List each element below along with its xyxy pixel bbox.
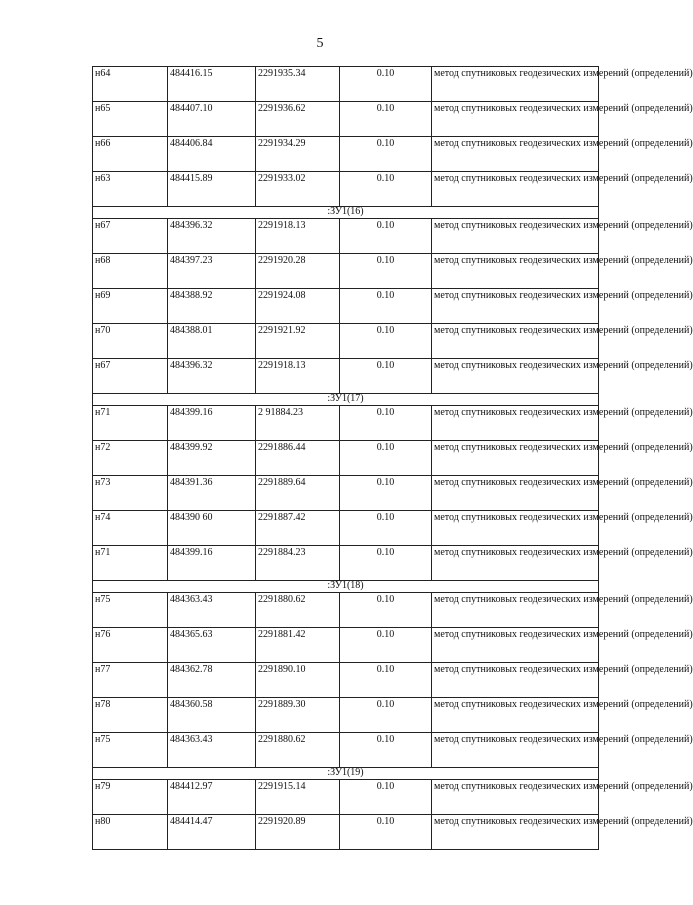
table-row bbox=[93, 102, 599, 137]
y-coordinate-cell: 2291887.42 bbox=[256, 511, 340, 546]
error-cell: 0.10 bbox=[340, 663, 432, 698]
x-coordinate-cell: 484363.43 bbox=[168, 593, 256, 628]
point-id-cell: н77 bbox=[93, 663, 168, 698]
x-coordinate-cell: 484388.92 bbox=[168, 289, 256, 324]
error-cell: 0.10 bbox=[340, 815, 432, 850]
x-coordinate-cell: 484399.16 bbox=[168, 406, 256, 441]
x-coordinate-cell: 484363.43 bbox=[168, 733, 256, 768]
y-coordinate-cell: 2291886.44 bbox=[256, 441, 340, 476]
error-cell: 0.10 bbox=[340, 441, 432, 476]
method-cell: метод спутниковых геодезических измерений (определений) bbox=[432, 476, 599, 511]
point-id-cell: н75 bbox=[93, 593, 168, 628]
table-row bbox=[93, 137, 599, 172]
method-cell: метод спутниковых геодезических измерений (определений) bbox=[432, 441, 599, 476]
y-coordinate-cell: 2291936.62 bbox=[256, 102, 340, 137]
point-id-cell: н68 bbox=[93, 254, 168, 289]
error-cell: 0.10 bbox=[340, 628, 432, 663]
table-row bbox=[93, 324, 599, 359]
x-coordinate-cell: 484412.97 bbox=[168, 780, 256, 815]
error-cell: 0.10 bbox=[340, 137, 432, 172]
y-coordinate-cell: 2291918.13 bbox=[256, 359, 340, 394]
table-row bbox=[93, 67, 599, 102]
x-coordinate-cell: 484391.36 bbox=[168, 476, 256, 511]
section-header-row bbox=[93, 581, 599, 593]
coordinates-table-body bbox=[93, 67, 693, 850]
table-row bbox=[93, 733, 599, 768]
point-id-cell: н66 bbox=[93, 137, 168, 172]
section-header-row bbox=[93, 394, 599, 406]
y-coordinate-cell: 2291920.89 bbox=[256, 815, 340, 850]
method-cell: метод спутниковых геодезических измерений (определений) bbox=[432, 219, 599, 254]
error-cell: 0.10 bbox=[340, 406, 432, 441]
x-coordinate-cell: 484415.89 bbox=[168, 172, 256, 207]
x-coordinate-cell: 484396.32 bbox=[168, 359, 256, 394]
point-id-cell: н75 bbox=[93, 733, 168, 768]
table-row bbox=[93, 815, 599, 850]
error-cell: 0.10 bbox=[340, 172, 432, 207]
method-cell: метод спутниковых геодезических измерений (определений) bbox=[432, 359, 599, 394]
method-cell: метод спутниковых геодезических измерений (определений) bbox=[432, 546, 599, 581]
table-row bbox=[93, 546, 599, 581]
point-id-cell: н71 bbox=[93, 546, 168, 581]
error-cell: 0.10 bbox=[340, 733, 432, 768]
point-id-cell: н65 bbox=[93, 102, 168, 137]
error-cell: 0.10 bbox=[340, 476, 432, 511]
error-cell: 0.10 bbox=[340, 359, 432, 394]
point-id-cell: н74 bbox=[93, 511, 168, 546]
point-id-cell: н71 bbox=[93, 406, 168, 441]
section-label: :ЗУ1(19) bbox=[93, 768, 599, 780]
point-id-cell: н78 bbox=[93, 698, 168, 733]
x-coordinate-cell: 484399.16 bbox=[168, 546, 256, 581]
table-row bbox=[93, 289, 599, 324]
error-cell: 0.10 bbox=[340, 511, 432, 546]
x-coordinate-cell: 484362.78 bbox=[168, 663, 256, 698]
y-coordinate-cell: 2291880.62 bbox=[256, 593, 340, 628]
method-cell: метод спутниковых геодезических измерений (определений) bbox=[432, 289, 599, 324]
point-id-cell: н73 bbox=[93, 476, 168, 511]
x-coordinate-cell: 484360.58 bbox=[168, 698, 256, 733]
table-row bbox=[93, 511, 599, 546]
y-coordinate-cell: 2291889.30 bbox=[256, 698, 340, 733]
method-cell: метод спутниковых геодезических измерений (определений) bbox=[432, 102, 599, 137]
x-coordinate-cell: 484414.47 bbox=[168, 815, 256, 850]
error-cell: 0.10 bbox=[340, 546, 432, 581]
point-id-cell: н79 bbox=[93, 780, 168, 815]
x-coordinate-cell: 484399.92 bbox=[168, 441, 256, 476]
x-coordinate-cell: 484407.10 bbox=[168, 102, 256, 137]
y-coordinate-cell: 2291918.13 bbox=[256, 219, 340, 254]
table-row bbox=[93, 780, 599, 815]
method-cell: метод спутниковых геодезических измерений (определений) bbox=[432, 67, 599, 102]
y-coordinate-cell: 2291921.92 bbox=[256, 324, 340, 359]
method-cell: метод спутниковых геодезических измерений (определений) bbox=[432, 511, 599, 546]
y-coordinate-cell: 2291889.64 bbox=[256, 476, 340, 511]
error-cell: 0.10 bbox=[340, 780, 432, 815]
x-coordinate-cell: 484390 60 bbox=[168, 511, 256, 546]
table-row bbox=[93, 441, 599, 476]
method-cell: метод спутниковых геодезических измерений (определений) bbox=[432, 137, 599, 172]
table-row bbox=[93, 593, 599, 628]
method-cell: метод спутниковых геодезических измерений (определений) bbox=[432, 780, 599, 815]
method-cell: метод спутниковых геодезических измерений (определений) bbox=[432, 324, 599, 359]
table-row bbox=[93, 172, 599, 207]
table-row bbox=[93, 663, 599, 698]
x-coordinate-cell: 484396.32 bbox=[168, 219, 256, 254]
method-cell: метод спутниковых геодезических измерений (определений) bbox=[432, 663, 599, 698]
y-coordinate-cell: 2291935.34 bbox=[256, 67, 340, 102]
x-coordinate-cell: 484416.15 bbox=[168, 67, 256, 102]
table-row bbox=[93, 254, 599, 289]
x-coordinate-cell: 484388.01 bbox=[168, 324, 256, 359]
method-cell: метод спутниковых геодезических измерений (определений) bbox=[432, 815, 599, 850]
point-id-cell: н72 bbox=[93, 441, 168, 476]
y-coordinate-cell: 2291884.23 bbox=[256, 546, 340, 581]
section-header-row bbox=[93, 207, 599, 219]
section-label: :ЗУ1(16) bbox=[93, 207, 599, 219]
point-id-cell: н64 bbox=[93, 67, 168, 102]
method-cell: метод спутниковых геодезических измерений (определений) bbox=[432, 593, 599, 628]
y-coordinate-cell: 2 91884.23 bbox=[256, 406, 340, 441]
method-cell: метод спутниковых геодезических измерений (определений) bbox=[432, 254, 599, 289]
y-coordinate-cell: 2291890.10 bbox=[256, 663, 340, 698]
error-cell: 0.10 bbox=[340, 289, 432, 324]
method-cell: метод спутниковых геодезических измерений (определений) bbox=[432, 172, 599, 207]
error-cell: 0.10 bbox=[340, 698, 432, 733]
method-cell: метод спутниковых геодезических измерений (определений) bbox=[432, 628, 599, 663]
y-coordinate-cell: 2291880.62 bbox=[256, 733, 340, 768]
table-row bbox=[93, 359, 599, 394]
error-cell: 0.10 bbox=[340, 67, 432, 102]
section-label: :ЗУ1(18) bbox=[93, 581, 599, 593]
y-coordinate-cell: 2291881.42 bbox=[256, 628, 340, 663]
point-id-cell: н69 bbox=[93, 289, 168, 324]
x-coordinate-cell: 484406.84 bbox=[168, 137, 256, 172]
error-cell: 0.10 bbox=[340, 102, 432, 137]
section-label: :ЗУ1(17) bbox=[93, 394, 599, 406]
table-row bbox=[93, 406, 599, 441]
point-id-cell: н67 bbox=[93, 359, 168, 394]
x-coordinate-cell: 484365.63 bbox=[168, 628, 256, 663]
y-coordinate-cell: 2291934.29 bbox=[256, 137, 340, 172]
y-coordinate-cell: 2291933.02 bbox=[256, 172, 340, 207]
y-coordinate-cell: 2291920.28 bbox=[256, 254, 340, 289]
point-id-cell: н63 bbox=[93, 172, 168, 207]
error-cell: 0.10 bbox=[340, 219, 432, 254]
error-cell: 0.10 bbox=[340, 593, 432, 628]
table-row bbox=[93, 628, 599, 663]
point-id-cell: н70 bbox=[93, 324, 168, 359]
method-cell: метод спутниковых геодезических измерений (определений) bbox=[432, 698, 599, 733]
section-header-row bbox=[93, 768, 599, 780]
page-number: 5 bbox=[316, 36, 324, 51]
point-id-cell: н76 bbox=[93, 628, 168, 663]
y-coordinate-cell: 2291924.08 bbox=[256, 289, 340, 324]
point-id-cell: н80 bbox=[93, 815, 168, 850]
coordinates-table bbox=[92, 66, 693, 850]
error-cell: 0.10 bbox=[340, 324, 432, 359]
error-cell: 0.10 bbox=[340, 254, 432, 289]
table-row bbox=[93, 219, 599, 254]
table-row bbox=[93, 476, 599, 511]
y-coordinate-cell: 2291915.14 bbox=[256, 780, 340, 815]
method-cell: метод спутниковых геодезических измерений (определений) bbox=[432, 733, 599, 768]
point-id-cell: н67 bbox=[93, 219, 168, 254]
x-coordinate-cell: 484397.23 bbox=[168, 254, 256, 289]
method-cell: метод спутниковых геодезических измерений (определений) bbox=[432, 406, 599, 441]
table-row bbox=[93, 698, 599, 733]
